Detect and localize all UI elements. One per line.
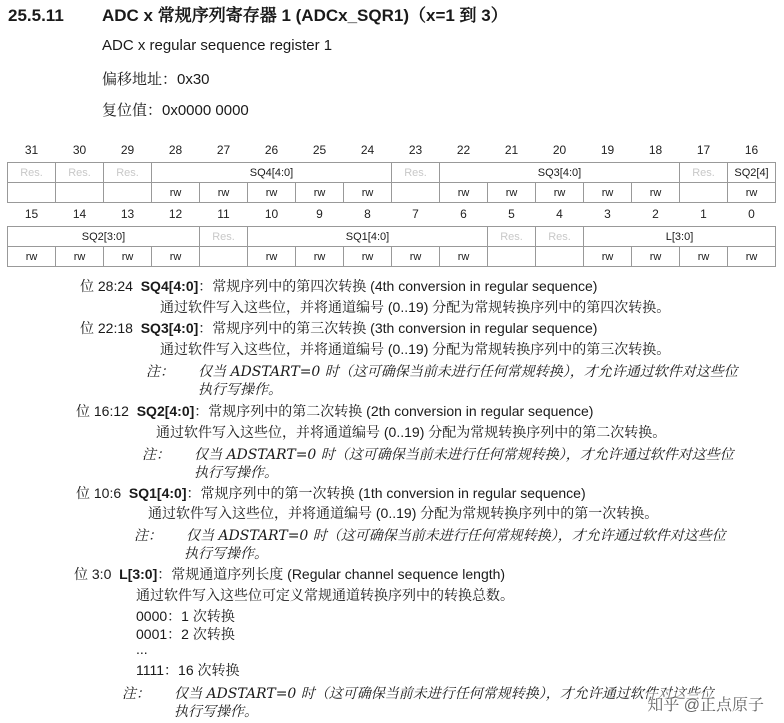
sq3-field-description: [80, 318, 597, 338]
bit-number: 12: [168, 207, 183, 221]
note-text: 仅当 ADSTART=0 时（这可确保当前未进行任何常规转换），才允许通过软件对这些位: [194, 447, 734, 463]
register-field: SQ3[4:0]: [440, 163, 680, 183]
l-value-ellipsis: ...: [136, 641, 148, 657]
note-text: 仅当 ADSTART=0 时（这可确保当前未进行任何常规转换），才允许通过软件对这些位: [174, 686, 714, 702]
access-type: rw: [584, 183, 632, 203]
section-heading: [8, 1, 508, 26]
field-name: SQ1[4:0]: [128, 485, 187, 501]
reserved-field: Res.: [200, 227, 248, 247]
register-field: SQ2[3:0]: [8, 227, 200, 247]
bit-number: 2: [652, 207, 659, 221]
field-summary: ：常规序列中的第二次转换 (2th conversion in regular sequence): [194, 403, 594, 419]
field-name: L[3:0]: [119, 566, 158, 582]
note-label: 注：: [142, 447, 170, 463]
register-name: ADC x regular sequence register 1: [102, 37, 333, 54]
l-value-0001: 0001：2 次转换: [136, 626, 235, 642]
bit-number: 30: [72, 143, 87, 157]
sq1-note: [134, 525, 726, 545]
access-type: rw: [152, 247, 200, 267]
note-label: 注：: [146, 364, 174, 380]
watermark: 知乎 @正点原子: [647, 692, 764, 715]
sq2-detail: 通过软件写入这些位，并将通道编号 (0..19) 分配为常规转换序列中的第二次转换。: [156, 424, 667, 440]
access-type: rw: [680, 247, 728, 267]
register-table-lower: [7, 202, 776, 267]
bit-number: 14: [72, 207, 87, 221]
access-type: [392, 183, 440, 203]
bit-number: 25: [312, 143, 327, 157]
note-text: 仅当 ADSTART=0 时（这可确保当前未进行任何常规转换），才允许通过软件对这些位: [186, 528, 726, 544]
sq2-note-cont: 执行写操作。: [194, 465, 278, 481]
section-range: （x=1 到 3）: [409, 6, 508, 25]
reset-value: 复位值：0x0000 0000: [102, 102, 249, 119]
sq1-note-cont: 执行写操作。: [184, 546, 268, 562]
register-field: SQ2[4]: [728, 163, 776, 183]
access-type: rw: [248, 247, 296, 267]
bit-number: 28: [168, 143, 183, 157]
l-note: [122, 683, 714, 703]
field-name: SQ2[4:0]: [136, 403, 195, 419]
field-summary: ：常规通道序列长度 (Regular channel sequence length): [157, 566, 506, 582]
access-type: rw: [104, 247, 152, 267]
sq3-note-cont: 执行写操作。: [198, 382, 282, 398]
bit-range: 位 3:0: [74, 566, 112, 582]
l-value-1111: 1111：16 次转换: [136, 662, 240, 678]
bit-number: 26: [264, 143, 279, 157]
bit-number: 1: [700, 207, 707, 221]
access-type: [56, 183, 104, 203]
bit-number: 22: [456, 143, 471, 157]
bit-number: 7: [412, 207, 419, 221]
l-detail: 通过软件写入这些位可定义常规通道转换序列中的转换总数。: [136, 587, 514, 603]
access-type: rw: [200, 183, 248, 203]
reserved-field: Res.: [680, 163, 728, 183]
register-field: L[3:0]: [584, 227, 776, 247]
bit-number: 10: [264, 207, 279, 221]
bit-number: 19: [600, 143, 615, 157]
access-type: rw: [392, 247, 440, 267]
field-row: [8, 227, 776, 247]
field-summary: ：常规序列中的第三次转换 (3th conversion in regular sequence): [198, 320, 598, 336]
sq1-detail: 通过软件写入这些位，并将通道编号 (0..19) 分配为常规转换序列中的第一次转换。: [148, 505, 659, 521]
access-type: rw: [488, 183, 536, 203]
bit-number: 6: [460, 207, 467, 221]
sq2-field-description: [76, 401, 593, 421]
note-text: 仅当 ADSTART=0 时（这可确保当前未进行任何常规转换），才允许通过软件对这些位: [198, 364, 738, 380]
section-title: ADC x 常规序列寄存器 1 (ADCx_SQR1): [102, 6, 409, 25]
access-type: rw: [632, 247, 680, 267]
reserved-field: Res.: [104, 163, 152, 183]
access-type: rw: [8, 247, 56, 267]
bit-number: 24: [360, 143, 375, 157]
field-summary: ：常规序列中的第一次转换 (1th conversion in regular sequence): [186, 485, 586, 501]
access-type: rw: [632, 183, 680, 203]
sq4-detail: 通过软件写入这些位，并将通道编号 (0..19) 分配为常规转换序列中的第四次转换。: [160, 299, 671, 315]
field-summary: ：常规序列中的第四次转换 (4th conversion in regular sequence): [198, 278, 598, 294]
reserved-field: Res.: [56, 163, 104, 183]
register-table-upper: [7, 138, 776, 203]
access-type: rw: [440, 183, 488, 203]
bit-number: 21: [504, 143, 519, 157]
bit-number: 18: [648, 143, 663, 157]
bit-number: 3: [604, 207, 611, 221]
bit-number: 17: [696, 143, 711, 157]
bit-range: 位 22:18: [80, 320, 133, 336]
access-type: rw: [536, 183, 584, 203]
access-type: rw: [296, 247, 344, 267]
bit-number-row: [8, 138, 776, 163]
reserved-field: Res.: [392, 163, 440, 183]
access-row: [8, 247, 776, 267]
sq1-field-description: [76, 483, 586, 503]
sq2-note: [142, 444, 734, 464]
access-row: [8, 183, 776, 203]
l-note-cont: 执行写操作。: [174, 704, 258, 720]
access-type: rw: [56, 247, 104, 267]
bit-number: 27: [216, 143, 231, 157]
access-type: rw: [584, 247, 632, 267]
access-type: rw: [440, 247, 488, 267]
bit-number-row: [8, 202, 776, 227]
reserved-field: Res.: [8, 163, 56, 183]
reserved-field: Res.: [536, 227, 584, 247]
bit-number: 11: [217, 207, 230, 221]
field-name: SQ4[4:0]: [140, 278, 199, 294]
section-number: 25.5.11: [8, 6, 64, 25]
note-label: 注：: [122, 686, 150, 702]
bit-number: 8: [364, 207, 371, 221]
bit-number: 20: [552, 143, 567, 157]
access-type: rw: [344, 183, 392, 203]
l-field-description: [74, 564, 505, 584]
access-type: rw: [248, 183, 296, 203]
access-type: [200, 247, 248, 267]
access-type: rw: [296, 183, 344, 203]
bit-number: 15: [24, 207, 39, 221]
bit-number: 9: [316, 207, 323, 221]
access-type: rw: [344, 247, 392, 267]
access-type: [104, 183, 152, 203]
access-type: [680, 183, 728, 203]
access-type: [488, 247, 536, 267]
access-type: [8, 183, 56, 203]
bit-range: 位 10:6: [76, 485, 122, 501]
field-name: SQ3[4:0]: [140, 320, 199, 336]
sq4-field-description: [80, 276, 597, 296]
bit-number: 23: [408, 143, 423, 157]
register-field: SQ4[4:0]: [152, 163, 392, 183]
access-type: [536, 247, 584, 267]
field-row: [8, 163, 776, 183]
bit-number: 5: [508, 207, 515, 221]
bit-number: 16: [744, 143, 759, 157]
access-type: rw: [728, 247, 776, 267]
l-value-0000: 0000：1 次转换: [136, 608, 235, 624]
access-type: rw: [152, 183, 200, 203]
sq3-detail: 通过软件写入这些位，并将通道编号 (0..19) 分配为常规转换序列中的第三次转换。: [160, 341, 671, 357]
bit-number: 13: [120, 207, 135, 221]
register-field: SQ1[4:0]: [248, 227, 488, 247]
offset-address: 偏移地址：0x30: [102, 71, 210, 88]
bit-number: 31: [24, 143, 39, 157]
bit-range: 位 28:24: [80, 278, 133, 294]
note-label: 注：: [134, 528, 162, 544]
bit-number: 0: [748, 207, 755, 221]
reserved-field: Res.: [488, 227, 536, 247]
sq3-note: [146, 361, 738, 381]
bit-range: 位 16:12: [76, 403, 129, 419]
bit-number: 4: [556, 207, 563, 221]
bit-number: 29: [120, 143, 135, 157]
access-type: rw: [728, 183, 776, 203]
